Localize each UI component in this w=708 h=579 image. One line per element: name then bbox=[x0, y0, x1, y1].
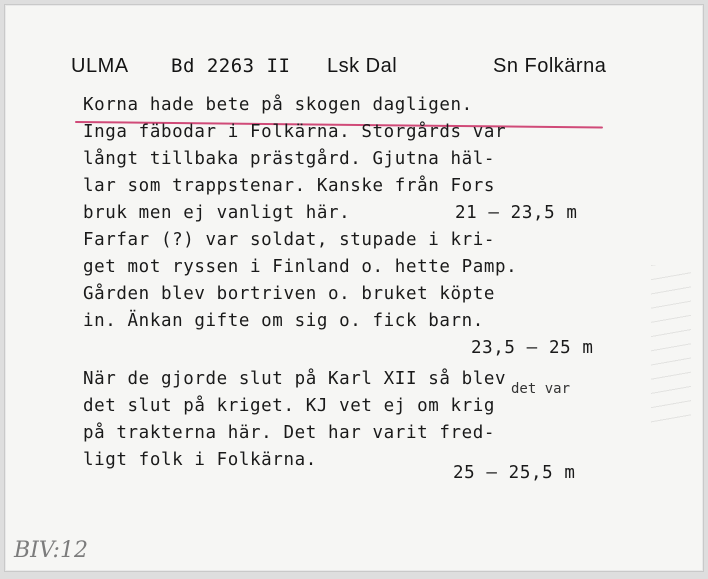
handwritten-catalog-note: BIV:12 bbox=[14, 538, 88, 563]
text-line-2: Inga fäbodar i Folkärna. Storgårds var bbox=[83, 122, 507, 142]
text-line-11: det slut på kriget. KJ vet ej om krig bbox=[83, 396, 496, 416]
text-line-6: Farfar (?) var soldat, stupade i kri- bbox=[83, 230, 496, 250]
text-line-4: lar som trappstenar. Kanske från Fors bbox=[83, 176, 496, 196]
text-line-7: get mot ryssen i Finland o. hette Pamp. bbox=[83, 257, 518, 277]
region-code: Lsk Dal bbox=[327, 55, 398, 77]
text-line-3: långt tillbaka prästgård. Gjutna häl- bbox=[83, 149, 496, 169]
inserted-text: det var bbox=[511, 381, 571, 397]
text-line-8: Gården blev bortriven o. bruket köpte bbox=[83, 284, 496, 304]
measure-2: 23,5 – 25 m bbox=[471, 338, 594, 358]
text-line-1: Korna hade bete på skogen dagligen. bbox=[83, 95, 473, 115]
text-line-12: på trakterna här. Det har varit fred- bbox=[83, 423, 496, 443]
index-card bbox=[4, 4, 704, 572]
measure-3: 25 – 25,5 m bbox=[453, 463, 576, 483]
text-line-9: in. Änkan gifte om sig o. fick barn. bbox=[83, 311, 484, 331]
text-line-13: ligt folk i Folkärna. bbox=[83, 450, 317, 470]
text-line-5: bruk men ej vanligt här. bbox=[83, 203, 351, 223]
bleed-through-marks bbox=[651, 265, 691, 425]
measure-1: 21 – 23,5 m bbox=[455, 203, 578, 223]
parish-name: Sn Folkärna bbox=[493, 55, 607, 77]
text-line-10: När de gjorde slut på Karl XII så blev bbox=[83, 369, 507, 389]
volume-number: Bd 2263 II bbox=[171, 55, 291, 77]
archive-code: ULMA bbox=[71, 55, 129, 77]
